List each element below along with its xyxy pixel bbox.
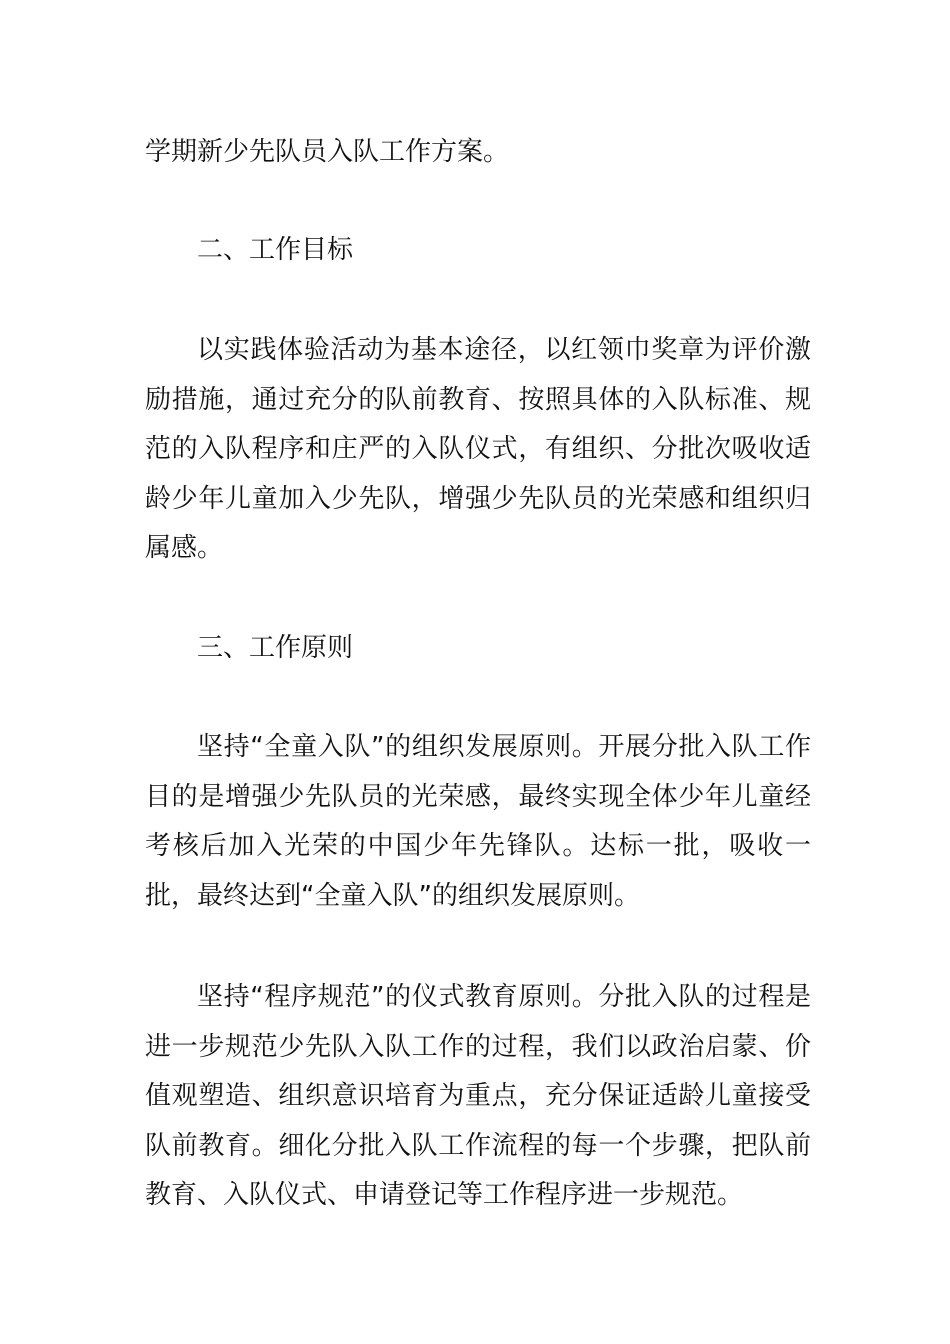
section3-heading: 三、工作原则 — [197, 633, 354, 663]
section2-paragraph: 以实践体验活动为基本途径，以红领巾奖章为评价激励措施，通过充分的队前教育、按照具体的入队标准、规范的入队程序和庄严的入队仪式，有组织、分批次吸收适龄少年儿童加入少先队，增强少先队员的光荣感和组织归属感。 — [145, 335, 811, 563]
section3-paragraph-2: 坚持“程序规范”的仪式教育原则。分批入队的过程是进一步规范少先队入队工作的过程，我们以政治启蒙、价值观塑造、组织意识培育为重点，充分保证适龄儿童接受队前教育。细化分批入队工作流程的每一个步骤，把队前教育、入队仪式、申请登记等工作程序进一步规范。 — [145, 982, 811, 1210]
intro-tail-text: 学期新少先队员入队工作方案。 — [145, 137, 510, 167]
section3-paragraph-1: 坚持“全童入队”的组织发展原则。开展分批入队工作目的是增强少先队员的光荣感，最终实现全体少年儿童经考核后加入光荣的中国少年先锋队。达标一批，吸收一批，最终达到“全童入队”的组织发展原则。 — [145, 732, 811, 911]
section2-heading: 二、工作目标 — [197, 235, 354, 265]
